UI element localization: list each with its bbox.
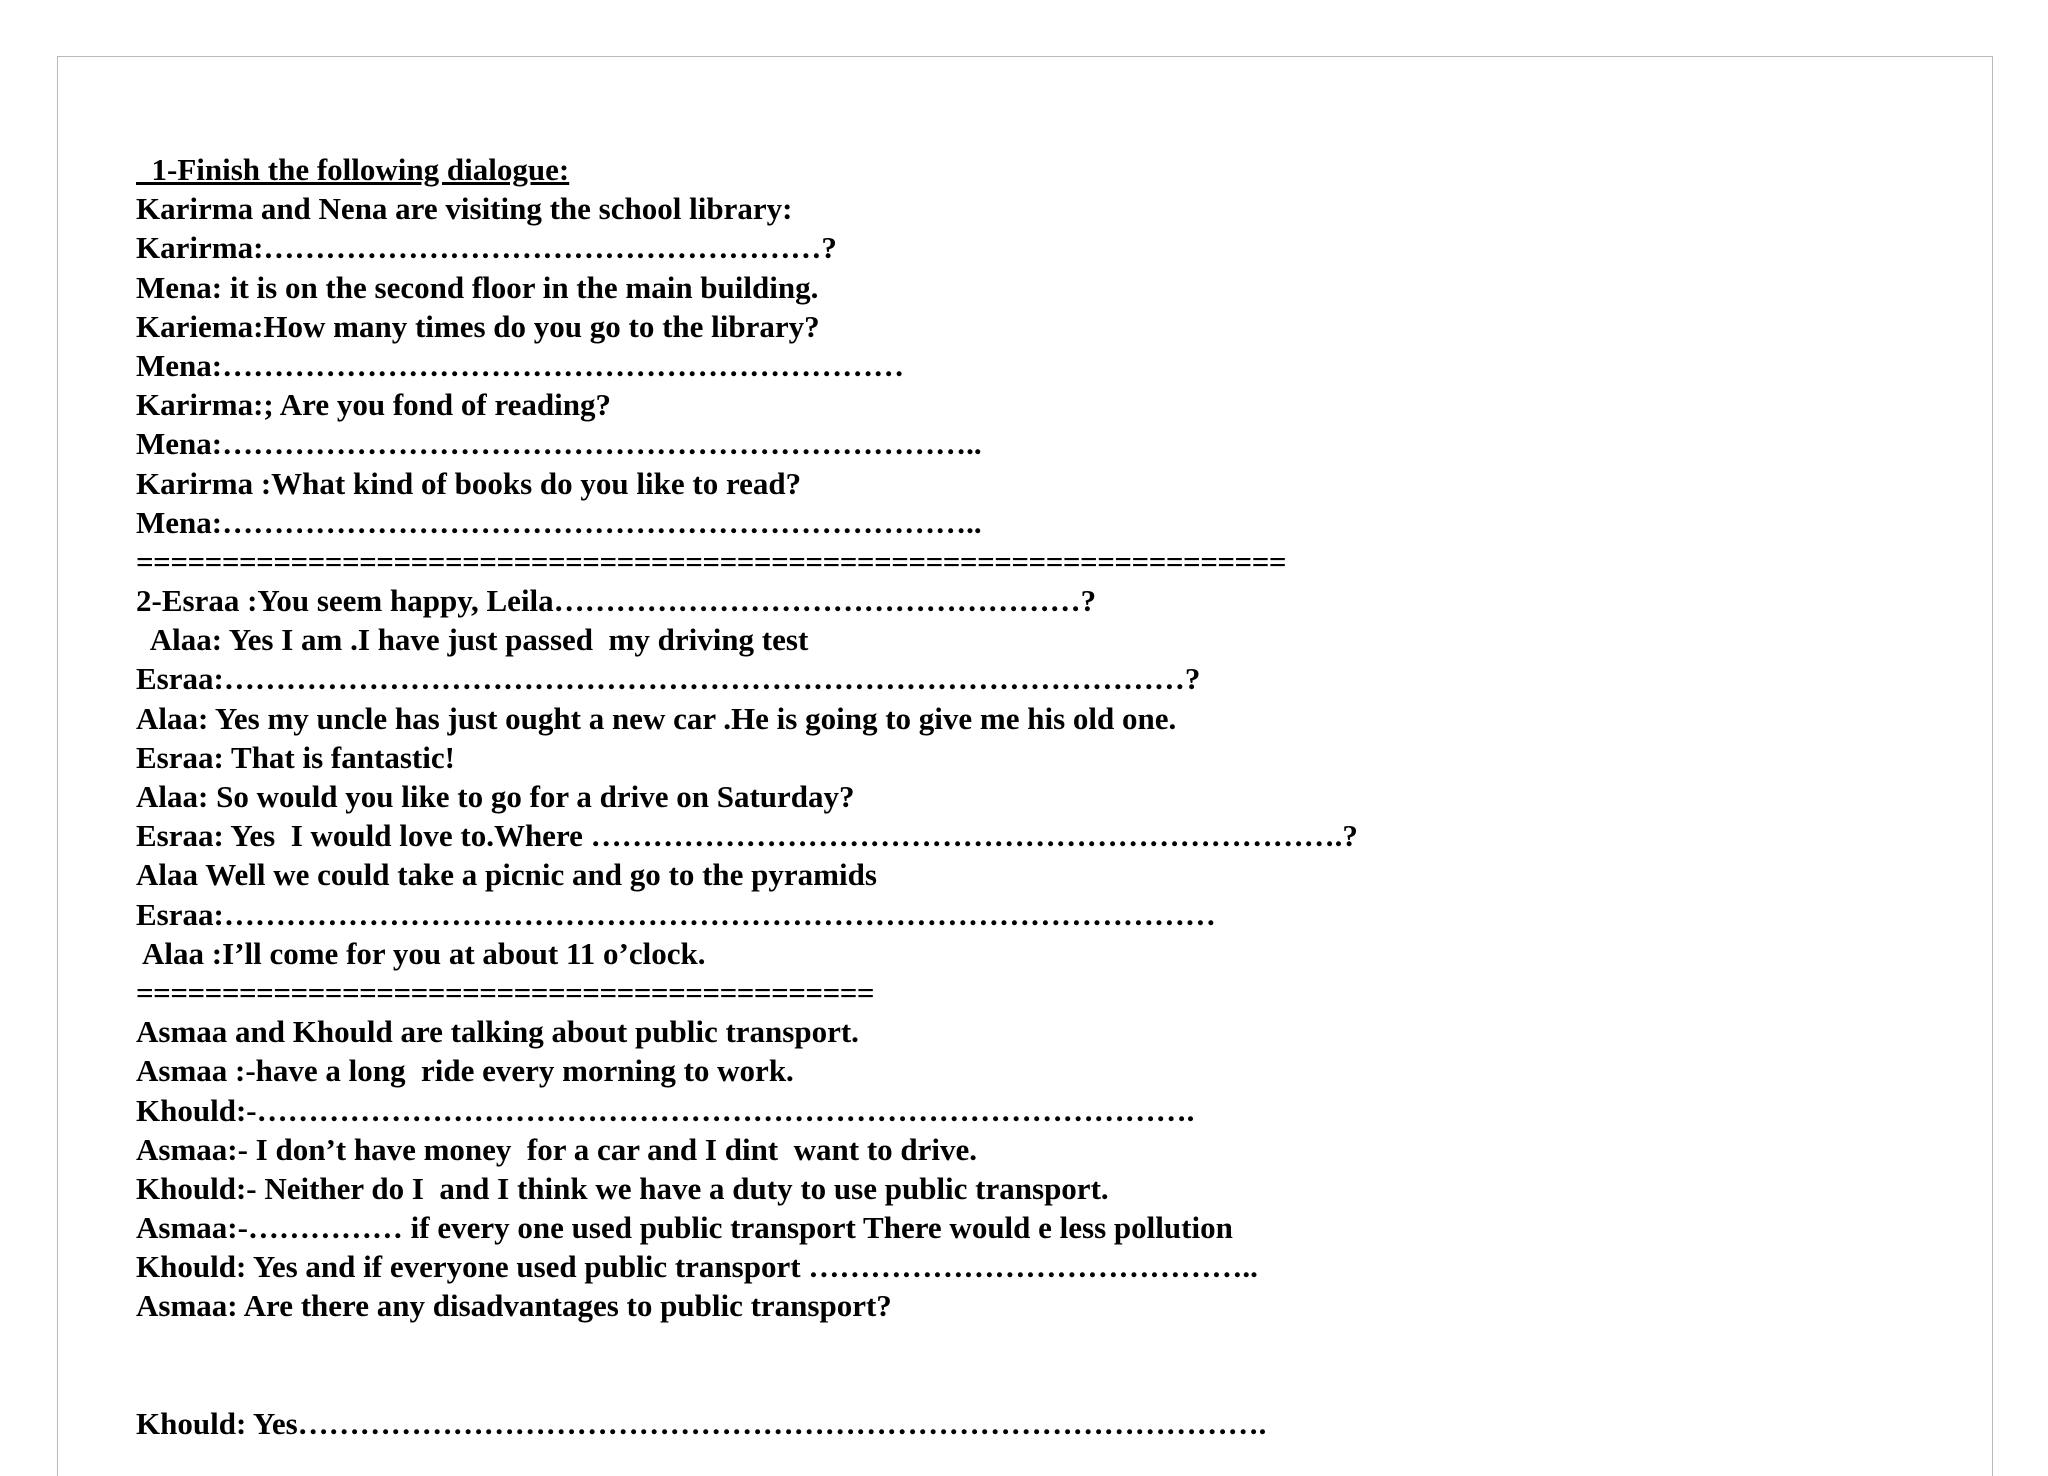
dialogue-line: Asmaa and Khould are talking about public transport. [136,1014,859,1050]
worksheet-content [136,150,1936,1443]
section-separator: =========================================== [136,974,875,1010]
dialogue-line: Karirma :What kind of books do you like to read? [136,465,802,501]
dialogue-line: Karirma:………………………………………………? [136,230,837,266]
dialogue-line: Asmaa:-…………… if every one used public transport There would e less pollution [136,1210,1233,1246]
section1-heading: 1-Finish the following dialogue: [136,152,570,187]
dialogue-line: Esraa:…………………………………………………………………………………? [136,661,1201,697]
dialogue-line: Alaa :I’ll come for you at about 11 o’clock. [136,935,706,971]
dialogue-line: Alaa: Yes I am .I have just passed my driving test [136,622,809,658]
dialogue-line: Mena:……………………………………………………………….. [136,504,982,540]
dialogue-line: Alaa: Yes my uncle has just ought a new car .He is going to give me his old one. [136,700,1177,736]
dialogue-line: Khould:-………………………………………………………………………………. [136,1092,1195,1128]
section-separator: =================================================================== [136,543,1287,579]
dialogue-line: Karirma:; Are you fond of reading? [136,387,612,423]
dialogue-line: Asmaa: Are there any disadvantages to public transport? [136,1288,892,1324]
dialogue-line: Kariema:How many times do you go to the library? [136,308,820,344]
dialogue-line: 2-Esraa :You seem happy, Leila……………………………………………? [136,583,1097,619]
dialogue-line: Esraa:…………………………………………………………………………………… [136,896,1216,932]
dialogue-line: Esraa: That is fantastic! [136,739,455,775]
section1-intro: Karirma and Nena are visiting the school library: [136,191,793,227]
dialogue-line: Mena: it is on the second floor in the main building. [136,269,819,305]
dialogue-line: Alaa: So would you like to go for a drive on Saturday? [136,779,855,814]
blank-space [136,1326,1936,1365]
dialogue-line: Alaa Well we could take a picnic and go to the pyramids [136,857,877,893]
blank-space [136,1365,1936,1404]
dialogue-line: Asmaa:- I don’t have money for a car and I dint want to drive. [136,1131,978,1167]
dialogue-line: Mena:……………………………………………………………….. [136,426,982,462]
dialogue-line: Khould: Yes and if everyone used public transport …………………………………….. [136,1249,1258,1285]
dialogue-line: Esraa: Yes I would love to.Where ……………………………………………………………….? [136,818,1358,854]
dialogue-line: Khould:- Neither do I and I think we have a duty to use public transport. [136,1170,1109,1206]
dialogue-line: Mena:………………………………………………………… [136,347,905,383]
dialogue-line: Khould: Yes…………………………………………………………………………………. [136,1406,1267,1441]
dialogue-line: Asmaa :-have a long ride every morning to work. [136,1053,794,1089]
